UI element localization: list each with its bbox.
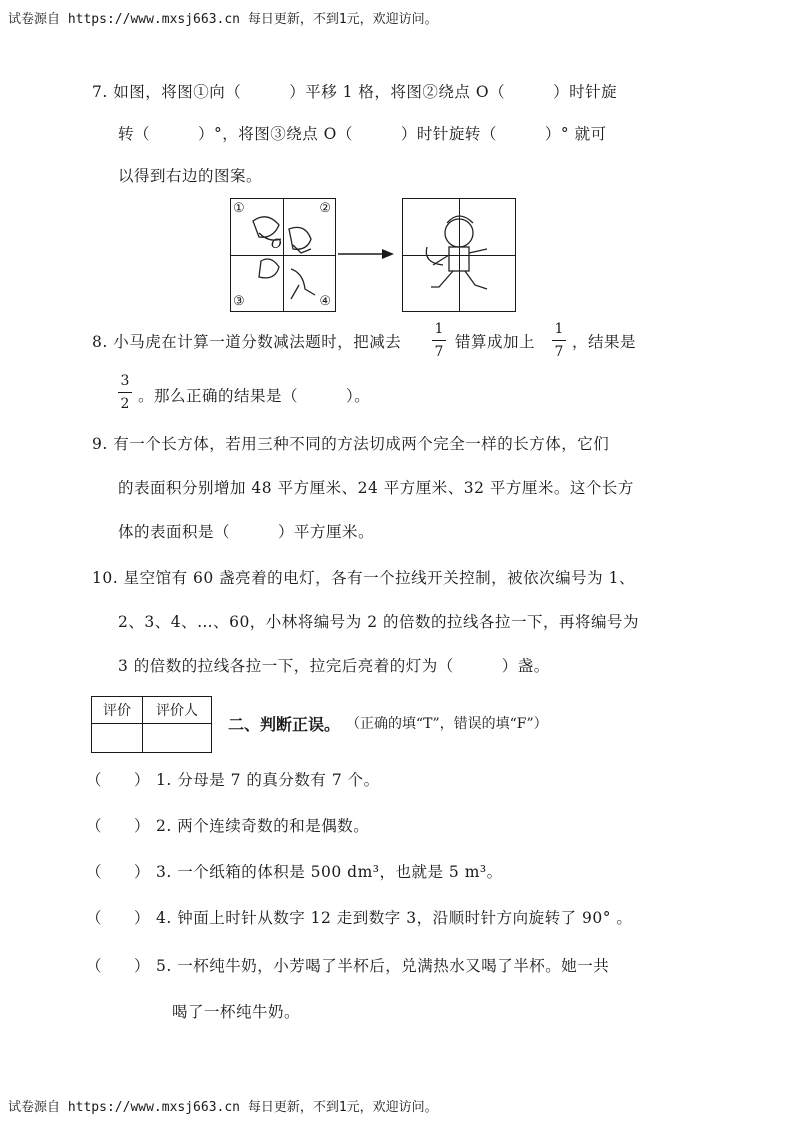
q8-line1-mid: 错算成加上 (455, 333, 536, 351)
cartoon-figure-illustration (403, 199, 515, 311)
frac-a-den: 7 (434, 344, 444, 360)
q10-line1: 10. 星空馆有 60 盏亮着的电灯，各有一个拉线开关控制，被依次编号为 1、 (92, 569, 635, 587)
judgment-2-paren[interactable]: （ ） (86, 817, 151, 835)
label-point-o: O (271, 237, 282, 252)
q10-line3: 3 的倍数的拉线各拉一下，拉完后亮着的灯为（ ）盏。 (118, 657, 550, 675)
judgment-4-text: 4. 钟面上时针从数字 12 走到数字 3，沿顺时针方向旋转了 90° 。 (156, 909, 633, 927)
eval-cell-score[interactable] (92, 724, 143, 753)
figure-right-grid (402, 198, 516, 312)
figure-left-grid (230, 198, 336, 312)
right-arrow-icon (338, 246, 396, 262)
judgment-5-paren[interactable]: （ ） (86, 957, 151, 975)
label-piece-3: ③ (233, 294, 245, 309)
judgment-2-text: 2. 两个连续奇数的和是偶数。 (156, 817, 370, 835)
eval-header-evaluator: 评价人 (143, 697, 212, 724)
frac-b-den: 7 (554, 344, 564, 360)
section2-title: 二、判断正误。 (228, 715, 341, 734)
q8-line2: 。那么正确的结果是（ ）。 (138, 387, 371, 405)
q7-line2: 转（ ）°，将图③绕点 O（ ）时针旋转（ ）° 就可 (118, 125, 607, 143)
frac-a-num: 1 (434, 321, 444, 337)
fraction-one-seventh-a (432, 322, 446, 359)
page-header: 试卷源自 https://www.mxsj663.cn 每日更新，不到1元，欢迎访问。 (8, 12, 438, 27)
frac-c-den: 2 (120, 396, 130, 412)
section2-instruction: （正确的填“T”，错误的填“F”） (346, 716, 548, 732)
q7-line1: 7. 如图，将图①向（ ）平移 1 格，将图②绕点 O（ ）时针旋 (92, 83, 618, 101)
judgment-5-text: 5. 一杯纯牛奶，小芳喝了半杯后，兑满热水又喝了半杯。她一共 (156, 957, 610, 975)
q9-line1: 9. 有一个长方体，若用三种不同的方法切成两个完全一样的长方体，它们 (92, 435, 610, 453)
eval-cell-evaluator[interactable] (143, 724, 212, 753)
q7-line3: 以得到右边的图案。 (118, 167, 263, 185)
q10-line2: 2、3、4、…、60，小林将编号为 2 的倍数的拉线各拉一下，再将编号为 (118, 613, 640, 631)
q9-line2: 的表面积分别增加 48 平方厘米、24 平方厘米、32 平方厘米。这个长方 (118, 479, 634, 497)
judgment-4-paren[interactable]: （ ） (86, 909, 151, 927)
label-piece-4: ④ (319, 294, 331, 309)
label-piece-1: ① (233, 201, 245, 216)
q9-line3: 体的表面积是（ ）平方厘米。 (118, 523, 375, 541)
q8-line1-pre: 8. 小马虎在计算一道分数减法题时，把减去 (92, 333, 402, 351)
fraction-one-seventh-b (552, 322, 566, 359)
label-piece-2: ② (319, 201, 331, 216)
judgment-1-text: 1. 分母是 7 的真分数有 7 个。 (156, 771, 380, 789)
fraction-three-halves (118, 374, 132, 411)
q8-line1-post: ，结果是 (572, 333, 637, 351)
frac-b-num: 1 (554, 321, 564, 337)
evaluation-table (91, 696, 212, 753)
page-footer: 试卷源自 https://www.mxsj663.cn 每日更新，不到1元，欢迎访问。 (8, 1100, 438, 1115)
judgment-5-line2: 喝了一杯纯牛奶。 (172, 1003, 301, 1021)
frac-c-num: 3 (120, 373, 130, 389)
judgment-3-text: 3. 一个纸箱的体积是 500 dm³，也就是 5 m³。 (156, 863, 503, 881)
judgment-3-paren[interactable]: （ ） (86, 863, 151, 881)
judgment-1-paren[interactable]: （ ） (86, 771, 151, 789)
eval-header-score: 评价 (92, 697, 143, 724)
